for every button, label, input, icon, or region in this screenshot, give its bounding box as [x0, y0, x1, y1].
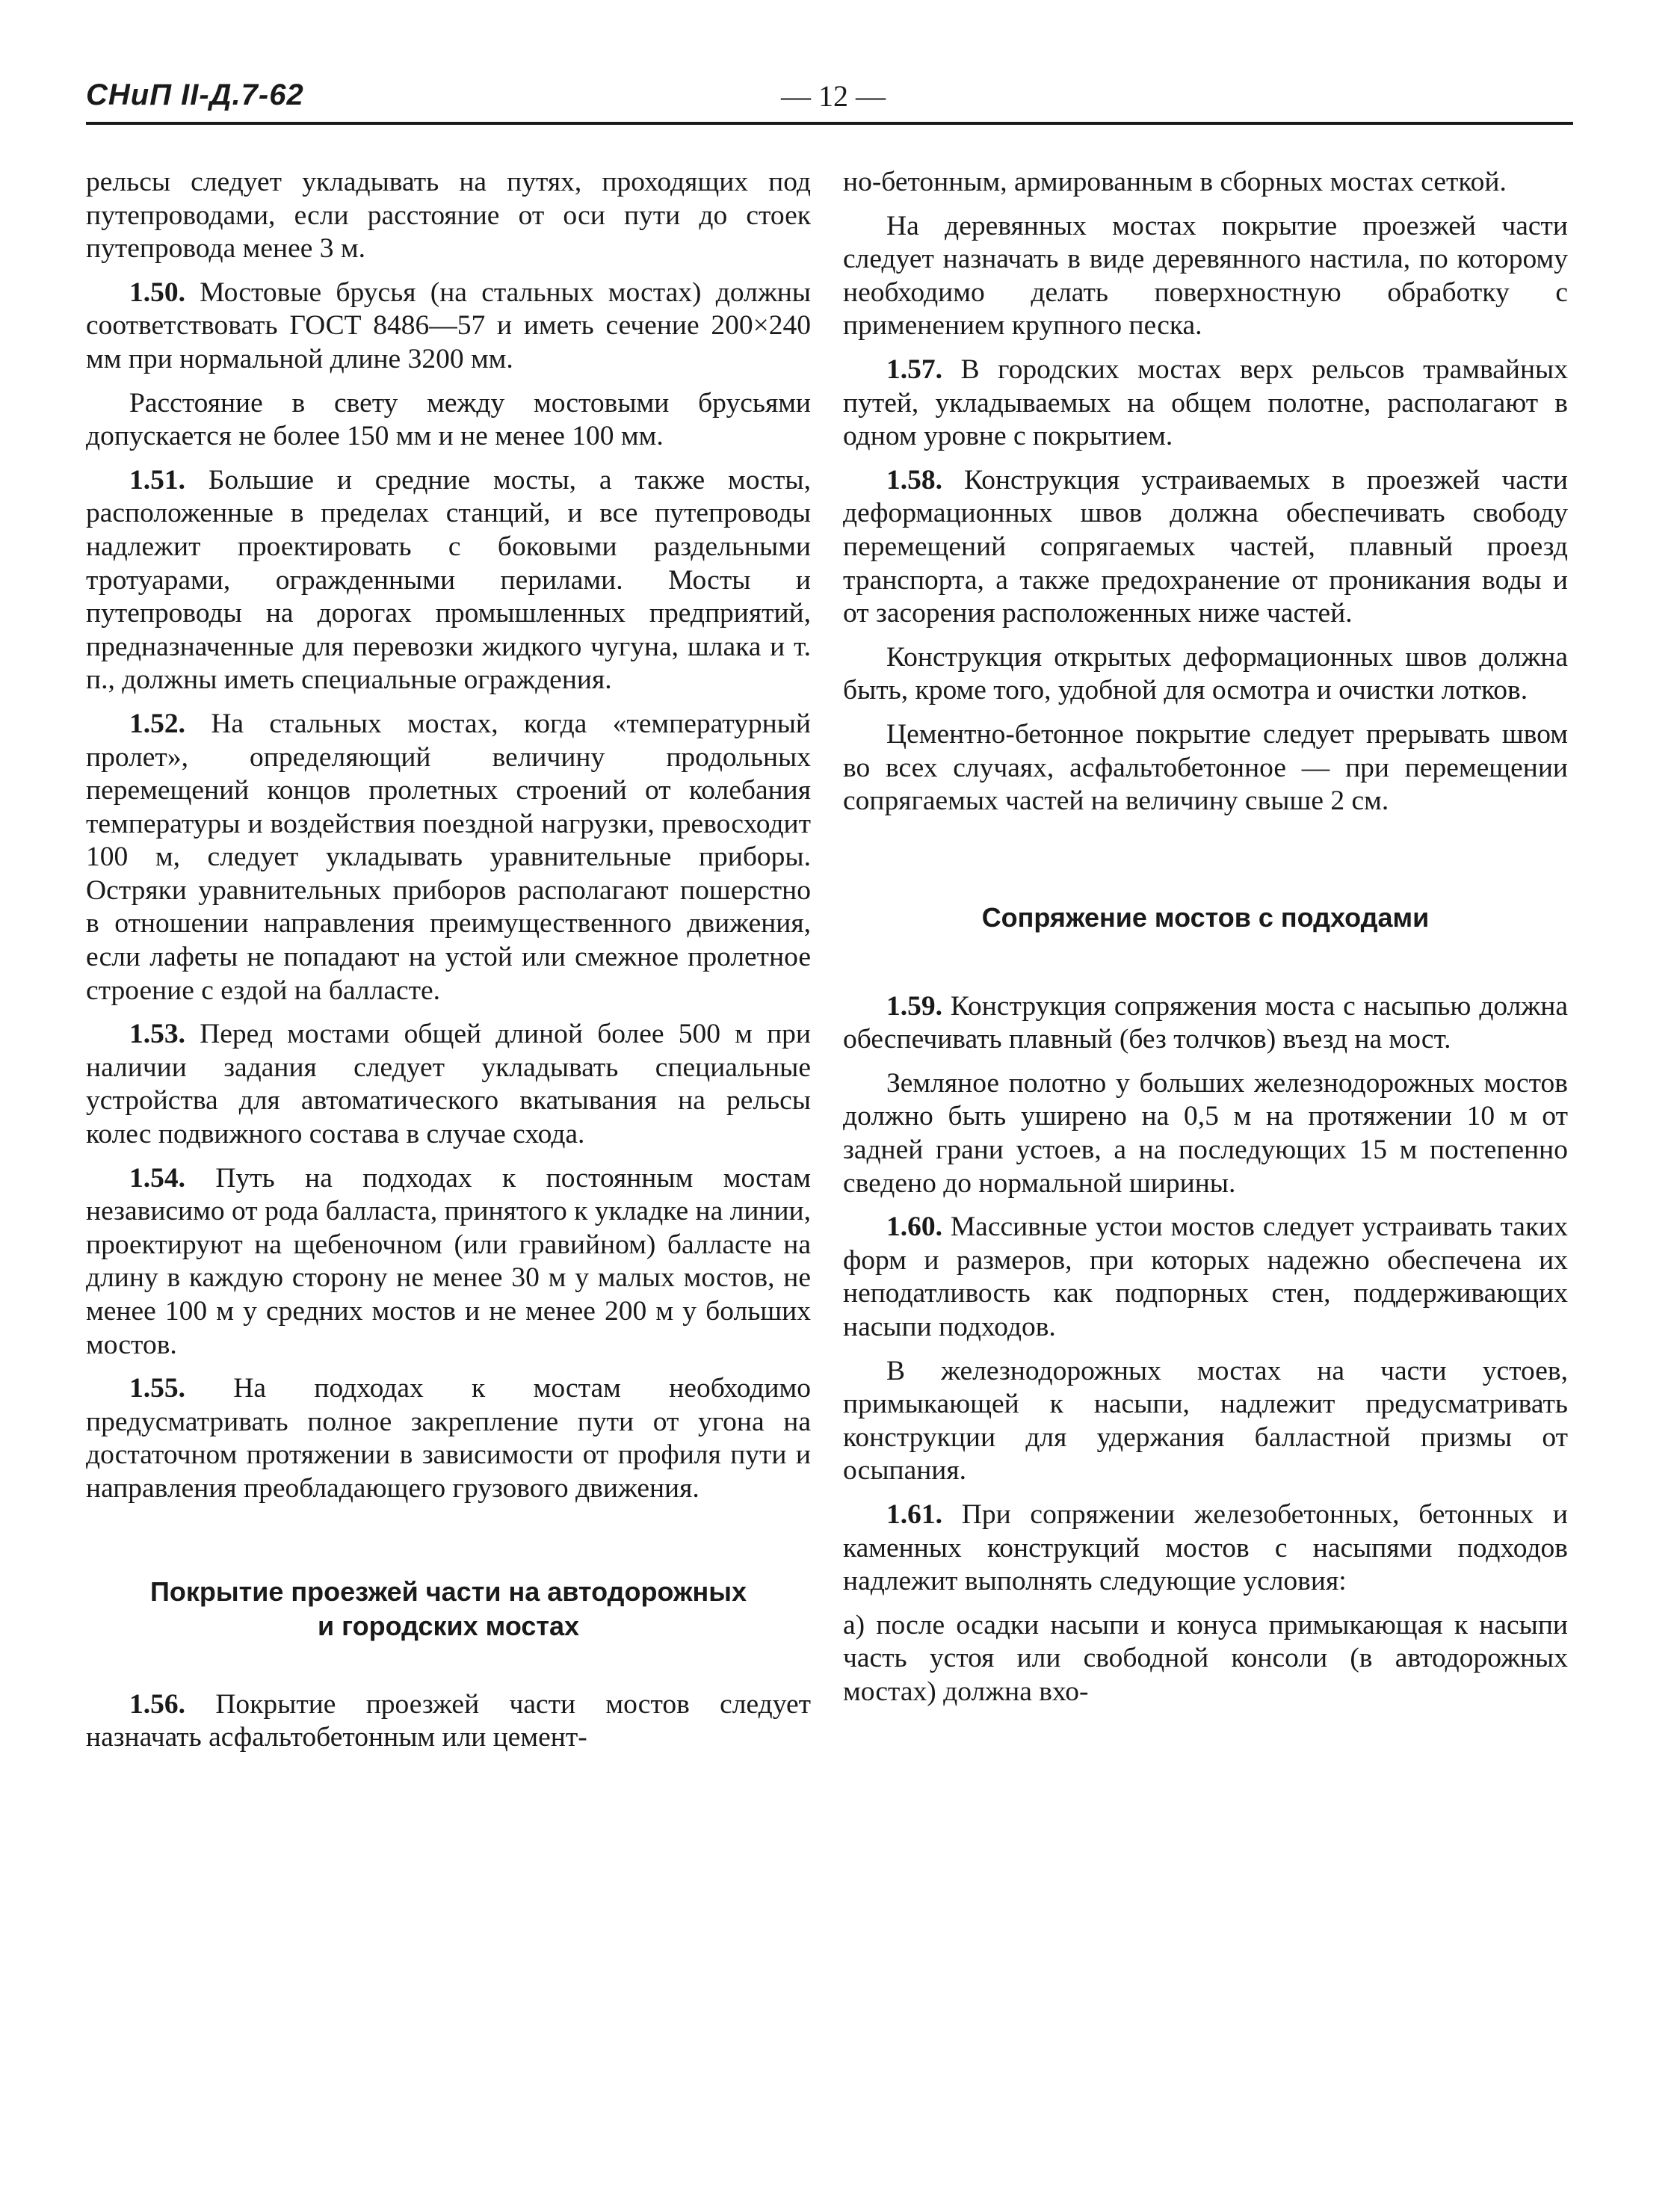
- clause-1-55: [86, 1372, 811, 1505]
- section-title-line: и городских мостах: [317, 1610, 580, 1641]
- paragraph-text: Земляное полотно у больших железнодорожных мостов должно быть уширено на 0,5 м на протяжении 10 м от задней грани устоев, а на последующих 15 м постепенно сведено до нормальной ширины.: [843, 1067, 1568, 1199]
- paragraph: [843, 1067, 1568, 1200]
- clause-number: 1.50.: [129, 277, 185, 308]
- clause-1-51: [86, 464, 811, 697]
- clause-1-57: [843, 354, 1568, 454]
- clause-number: 1.53.: [129, 1019, 185, 1050]
- paragraph: [843, 718, 1568, 818]
- clause-number: 1.51.: [129, 464, 185, 496]
- clause-1-52: [86, 708, 811, 1007]
- paragraph-text: Цементно-бетонное покрытие следует прерывать швом во всех случаях, асфальтобетонное — при перемещении сопрягаемых частей на величину свыше 2 см.: [843, 718, 1568, 817]
- paragraph-text: В железнодорожных мостах на части устоев, примыкающей к насыпи, надлежит предусматривать конструкции для удержания балластной призмы от осыпания.: [843, 1355, 1568, 1487]
- header-rule: [86, 122, 1573, 125]
- paragraph: [843, 1355, 1568, 1488]
- paragraph-text: Расстояние в свету между мостовыми брусьями допускается не более 150 мм и не менее 100 мм.: [86, 387, 811, 452]
- clause-number: 1.56.: [129, 1688, 185, 1720]
- clause-1-53: [86, 1018, 811, 1151]
- page-number: — 12 —: [781, 79, 886, 113]
- right-column: [843, 166, 1568, 1720]
- clause-1-58: [843, 464, 1568, 631]
- clause-number: 1.57.: [886, 354, 942, 385]
- document-code: СНиП II-Д.7-62: [86, 78, 304, 111]
- paragraph-text: На деревянных мостах покрытие проезжей части следует назначать в виде деревянного настила, по которому необходимо делать поверхностную обработку с применением крупного песка.: [843, 210, 1568, 342]
- list-item-text: а) после осадки насыпи и конуса примыкающая к насыпи часть устоя или свободной консоли (в автодорожных мостах) должна вхо-: [843, 1609, 1568, 1707]
- clause-text: Мостовые брусья (на стальных мостах) должны соответствовать ГОСТ 8486—57 и иметь сечение 200×240 мм при нормальной длине 3200 мм.: [86, 277, 811, 374]
- clause-text: Конструкция устраиваемых в проезжей части деформационных швов должна обеспечивать свободу перемещений сопрягаемых частей, плавный проезд транспорта, а также предохранение от проникания воды и от засорения расположенных ниже частей.: [843, 464, 1568, 629]
- section-title-pavement: [86, 1575, 811, 1643]
- paragraph-text: но-бетонным, армированным в сборных мостах сеткой.: [843, 167, 1507, 197]
- clause-1-54: [86, 1162, 811, 1362]
- clause-text: В городских мостах верх рельсов трамвайных путей, укладываемых на общем полотне, располагают в одном уровне с покрытием.: [843, 354, 1568, 452]
- paragraph: [843, 210, 1568, 343]
- clause-number: 1.54.: [129, 1162, 185, 1194]
- paragraph: [843, 166, 1568, 200]
- clause-text: При сопряжении железобетонных, бетонных и каменных конструкций мостов с насыпями подходов надлежит выполнять следующие условия:: [843, 1499, 1568, 1597]
- section-title-line: Покрытие проезжей части на автодорожных: [150, 1575, 747, 1607]
- paragraph-text: Конструкция открытых деформационных швов должна быть, кроме того, удобной для осмотра и очистки лотков.: [843, 641, 1568, 706]
- paragraph: [843, 641, 1568, 708]
- paragraph: [86, 387, 811, 454]
- clause-1-56: [86, 1688, 811, 1755]
- clause-1-61: [843, 1498, 1568, 1599]
- clause-1-59: [843, 990, 1568, 1057]
- clause-number: 1.58.: [886, 464, 942, 496]
- clause-text: Покрытие проезжей части мостов следует назначать асфальтобетонным или цемент-: [86, 1688, 811, 1753]
- clause-text: Массивные устои мостов следует устраивать таких форм и размеров, при которых надежно обеспечена их неподатливость как подпорных стен, поддерживающих насыпи подходов.: [843, 1212, 1568, 1343]
- list-item: [843, 1609, 1568, 1709]
- clause-number: 1.61.: [886, 1499, 942, 1530]
- clause-text: Путь на подходах к постоянным мостам независимо от рода балласта, принятого к укладке на линии, проектируют на щебеночном (или гравийном) балласте на длину в каждую сторону не менее 30 м у малых мостов, не менее 100 м у средних мостов и не менее 200 м у больших мостов.: [86, 1162, 811, 1360]
- clause-1-60: [843, 1211, 1568, 1344]
- clause-1-50: [86, 277, 811, 377]
- clause-number: 1.59.: [886, 990, 942, 1022]
- clause-text: Большие и средние мосты, а также мосты, расположенные в пределах станций, и все путепроводы надлежит проектировать с боковыми раздельными тротуарами, огражденными перилами. Мосты и путепроводы на дорогах промышленных предприятий, предназначенные для перевозки жидкого чугуна, шлака и т. п., должны иметь специальные ограждения.: [86, 464, 811, 696]
- clause-number: 1.52.: [129, 708, 185, 739]
- clause-number: 1.60.: [886, 1212, 942, 1243]
- paragraph: [86, 166, 811, 266]
- clause-text: На стальных мостах, когда «температурный пролет», определяющий величину продольных перемещений концов пролетных строений от колебания температуры и воздействия поездной нагрузки, превосходит 100 м, следует укладывать уравнительные приборы. Остряки уравнительных приборов располагают пошерстно в отношении направления преимущественного движения, если лафеты не попадают на устой или смежное пролетное строение с ездой на балласте.: [86, 708, 811, 1006]
- clause-text: На подходах к мостам необходимо предусматривать полное закрепление пути от угона на достаточном протяжении в зависимости от профиля пути и направления преобладающего грузового движения.: [86, 1373, 811, 1504]
- clause-number: 1.55.: [129, 1373, 185, 1404]
- section-title-approaches: Сопряжение мостов с подходами: [981, 901, 1430, 933]
- page-header: [86, 78, 1573, 123]
- clause-text: Конструкция сопряжения моста с насыпью должна обеспечивать плавный (без толчков) въезд на мост.: [843, 990, 1568, 1055]
- left-column: [86, 166, 811, 1765]
- clause-text: Перед мостами общей длиной более 500 м при наличии задания следует укладывать специальные устройства для автоматического вкатывания на рельсы колес подвижного состава в случае схода.: [86, 1019, 811, 1150]
- paragraph-text: рельсы следует укладывать на путях, проходящих под путепроводами, если расстояние от оси пути до стоек путепровода менее 3 м.: [86, 167, 811, 265]
